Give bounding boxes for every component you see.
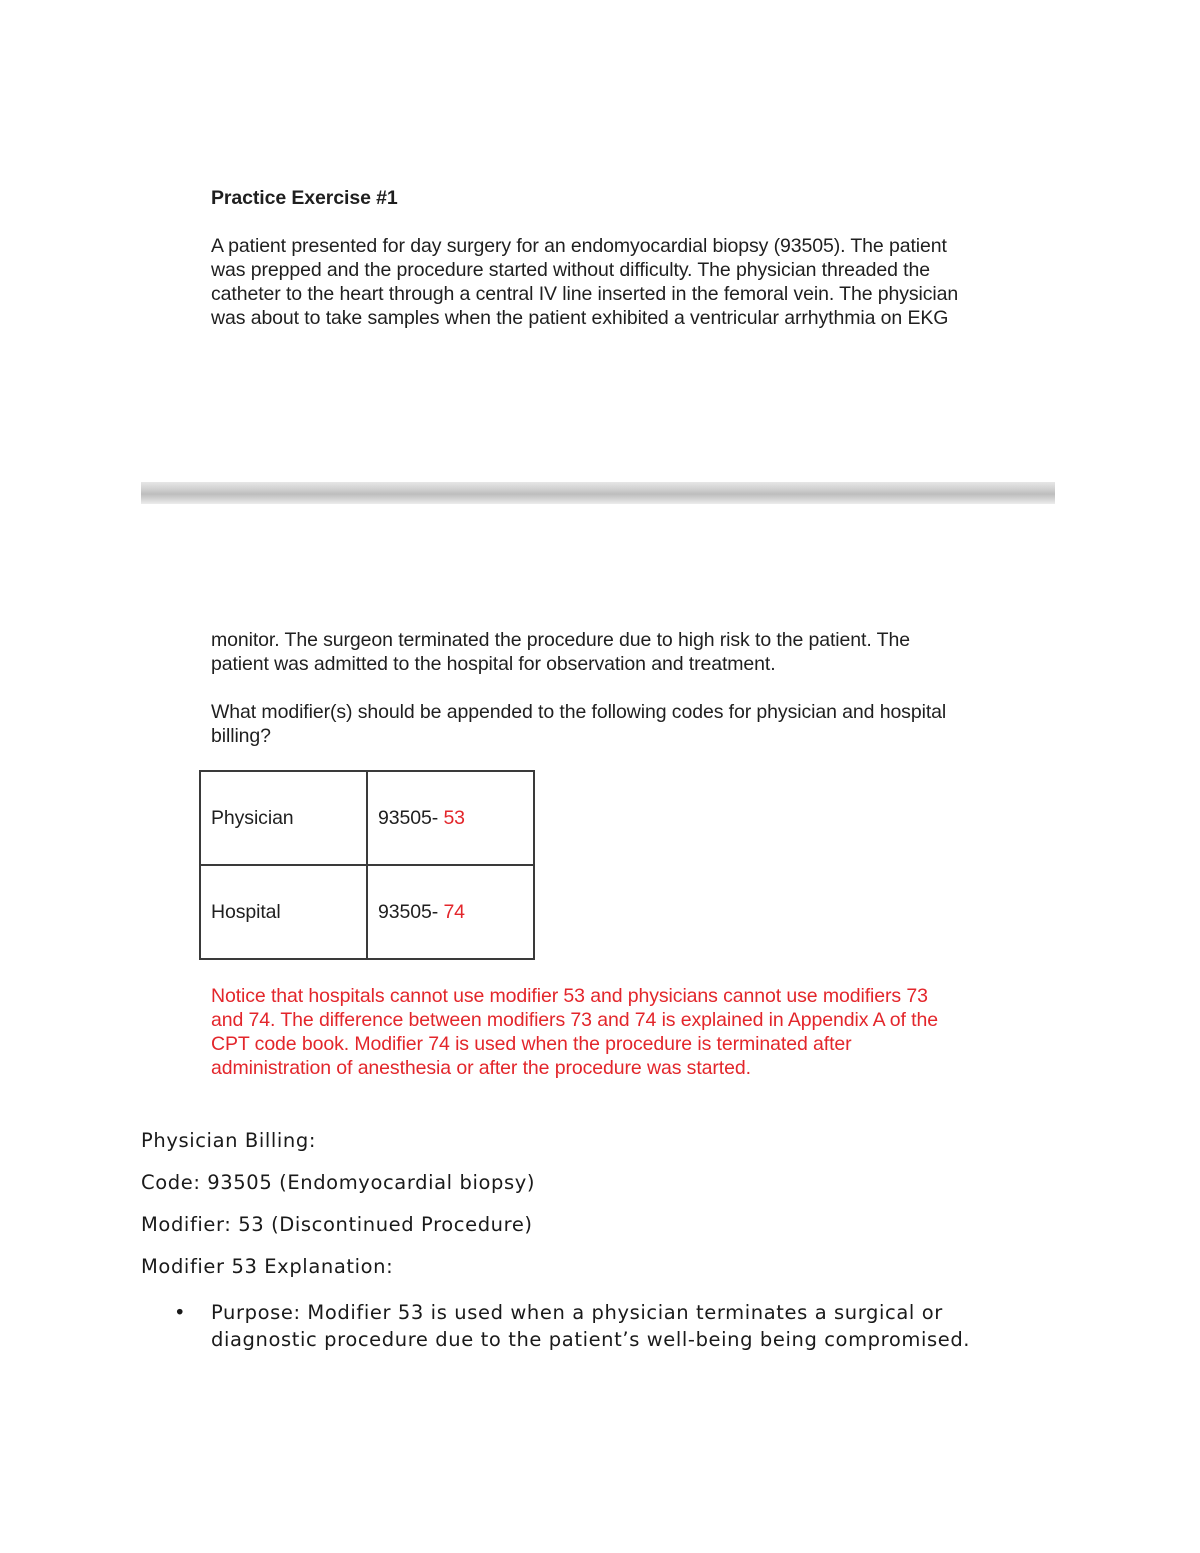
bullet-icon: • — [174, 1301, 187, 1324]
note-line: CPT code book. Modifier 74 is used when the procedure is terminated after — [211, 1033, 852, 1055]
code-cell — [367, 771, 534, 865]
scenario-line: catheter to the heart through a central IV line inserted in the femoral vein. The physician — [211, 283, 959, 305]
billing-heading: Physician Billing: — [141, 1129, 317, 1152]
modifier-value: 74 — [443, 901, 465, 923]
answer-note — [211, 984, 938, 1080]
scenario-line: monitor. The surgeon terminated the procedure due to high risk to the patient. The — [211, 629, 910, 651]
note-line: Notice that hospitals cannot use modifier 53 and physicians cannot use modifiers 73 — [211, 985, 928, 1007]
page-divider — [141, 482, 1055, 504]
list-item-line: Purpose: Modifier 53 is used when a physician terminates a surgical or — [211, 1301, 943, 1324]
note-line: administration of anesthesia or after the procedure was started. — [211, 1057, 751, 1079]
list-item-line: diagnostic procedure due to the patient’s well-being being compromised. — [211, 1328, 971, 1351]
cpt-code: 93505- — [378, 807, 444, 829]
exercise-title: Practice Exercise #1 — [211, 187, 398, 209]
modifier-value: 53 — [443, 807, 465, 829]
exercise-question — [211, 700, 946, 748]
scenario-paragraph — [211, 234, 1041, 330]
code-line: Code: 93505 (Endomyocardial biopsy) — [141, 1171, 536, 1194]
scenario-line: was prepped and the procedure started without difficulty. The physician threaded the — [211, 259, 930, 281]
scenario-line: patient was admitted to the hospital for observation and treatment. — [211, 653, 776, 675]
modifier-table — [199, 770, 535, 960]
modifier-line: Modifier: 53 (Discontinued Procedure) — [141, 1213, 533, 1236]
table-row — [200, 865, 534, 959]
explanation-list — [170, 1299, 970, 1353]
question-line: billing? — [211, 725, 271, 747]
question-line: What modifier(s) should be appended to the following codes for physician and hospital — [211, 701, 947, 723]
code-cell — [367, 865, 534, 959]
row-label: Physician — [200, 771, 367, 865]
note-line: and 74. The difference between modifiers 73 and 74 is explained in Appendix A of the — [211, 1009, 938, 1031]
scenario-line: A patient presented for day surgery for an endomyocardial biopsy (93505). The patient — [211, 235, 947, 257]
explanation-heading: Modifier 53 Explanation: — [141, 1255, 394, 1278]
cpt-code: 93505- — [378, 901, 444, 923]
table-row — [200, 771, 534, 865]
scenario-continuation — [211, 628, 910, 676]
list-item — [170, 1299, 970, 1353]
row-label: Hospital — [200, 865, 367, 959]
scenario-line: was about to take samples when the patient exhibited a ventricular arrhythmia on EKG — [211, 307, 949, 329]
